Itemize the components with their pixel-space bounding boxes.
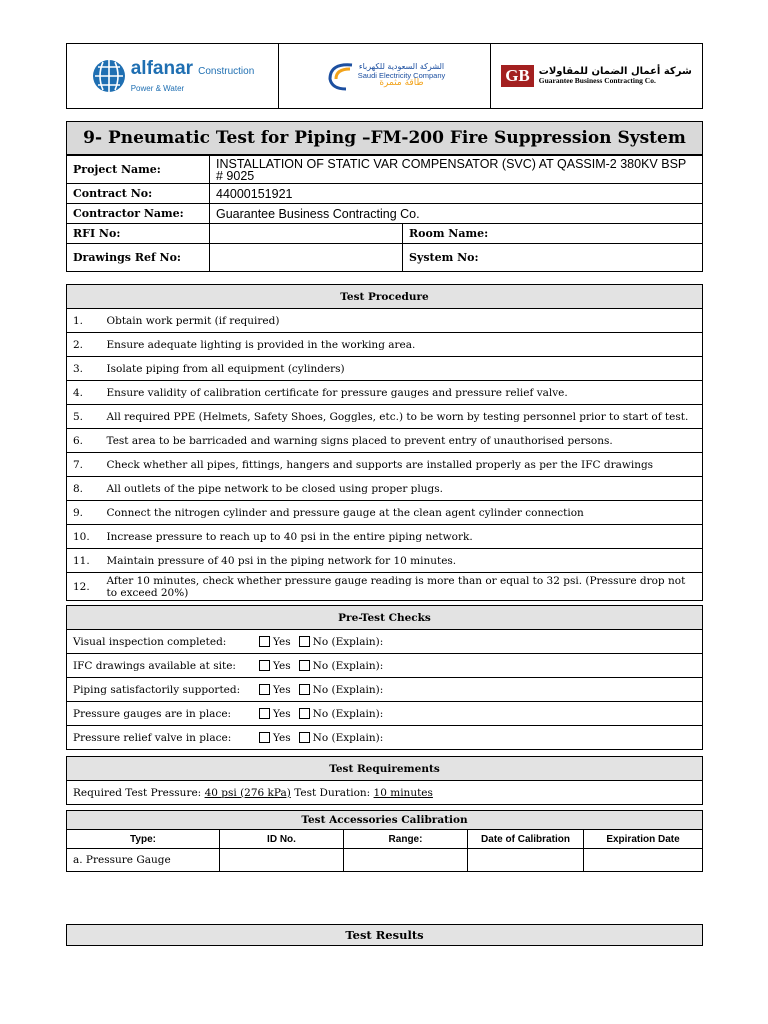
procedure-row	[67, 573, 703, 601]
alfanar-sub2: Power & Water	[130, 83, 185, 93]
procedure-row	[67, 549, 703, 573]
gbc-english: Guarantee Business Contracting Co.	[538, 76, 656, 86]
procedure-row	[67, 453, 703, 477]
procedure-row	[67, 381, 703, 405]
no-label: No (Explain):	[312, 659, 384, 672]
procedure-step-number: 8.	[67, 477, 101, 501]
test-requirements	[66, 756, 703, 805]
project-info	[66, 155, 703, 272]
procedure-row	[67, 429, 703, 453]
procedure-step-text: Ensure adequate lighting is provided in the working area.	[101, 333, 703, 357]
row-calibration-cell[interactable]	[468, 849, 584, 872]
procedure-step-number: 9.	[67, 501, 101, 525]
pre-test-checks	[66, 605, 703, 750]
procedure-step-text: After 10 minutes, check whether pressure gauge reading is more than or equal to 32 psi. (Pressure drop not to exceed 20%)	[101, 573, 703, 601]
sec-arabic: الشركة السعودية للكهرباء	[358, 62, 445, 72]
no-checkbox[interactable]	[299, 732, 310, 743]
yes-label: Yes	[273, 683, 291, 696]
yes-label: Yes	[273, 731, 291, 744]
row-expiration-cell[interactable]	[584, 849, 703, 872]
drawings-value[interactable]	[210, 244, 403, 272]
yes-checkbox[interactable]	[259, 732, 270, 743]
pretest-label: Piping satisfactorily supported:	[73, 683, 241, 696]
gbc-logo	[491, 44, 702, 108]
procedure-row	[67, 405, 703, 429]
test-results-heading: Test Results	[66, 924, 703, 946]
accessories-heading: Test Accessories Calibration	[67, 811, 703, 830]
col-id: ID No.	[220, 830, 344, 849]
procedure-step-number: 1.	[67, 309, 101, 333]
yes-label: Yes	[273, 635, 291, 648]
pretest-label: Pressure gauges are in place:	[73, 707, 232, 720]
col-calibration-date: Date of Calibration	[468, 830, 584, 849]
procedure-step-text: Obtain work permit (if required)	[101, 309, 703, 333]
project-label: Project Name:	[67, 156, 210, 184]
procedure-row	[67, 477, 703, 501]
pretest-row	[67, 726, 703, 750]
col-expiration-date: Expiration Date	[584, 830, 703, 849]
requirements-line	[67, 781, 703, 805]
procedure-row	[67, 501, 703, 525]
pressure-value: 40 psi (276 kPa)	[204, 786, 291, 799]
duration-label: Test Duration:	[290, 786, 374, 799]
sec-logo	[279, 44, 491, 108]
gbc-arabic: شركة أعمال الضمان للمقاولات	[538, 65, 692, 77]
no-label: No (Explain):	[312, 731, 384, 744]
contract-label: Contract No:	[67, 184, 210, 204]
alfanar-globe-icon	[91, 58, 127, 94]
room-label: Room Name:	[403, 224, 703, 244]
pretest-row	[67, 630, 703, 654]
procedure-row	[67, 525, 703, 549]
pressure-label: Required Test Pressure:	[73, 786, 205, 799]
yes-label: Yes	[273, 659, 291, 672]
drawings-label: Drawings Ref No:	[67, 244, 210, 272]
alfanar-name: alfanar	[130, 57, 194, 79]
procedure-step-number: 11.	[67, 549, 101, 573]
pretest-cell	[67, 702, 703, 726]
procedure-step-text: Test area to be barricaded and warning signs placed to prevent entry of unauthorised persons.	[101, 429, 703, 453]
sec-arabic2: طاقة مثمرة	[379, 78, 424, 89]
procedure-step-number: 12.	[67, 573, 101, 601]
requirements-heading: Test Requirements	[67, 757, 703, 781]
no-label: No (Explain):	[312, 683, 384, 696]
accessories-calibration	[66, 810, 703, 872]
duration-value: 10 minutes	[373, 786, 433, 799]
procedure-step-text: Connect the nitrogen cylinder and pressure gauge at the clean agent cylinder connection	[101, 501, 703, 525]
procedure-step-text: All required PPE (Helmets, Safety Shoes, Goggles, etc.) to be worn by testing personnel prior to start of test.	[101, 405, 703, 429]
contract-value: 44000151921	[210, 184, 703, 204]
procedure-row	[67, 357, 703, 381]
yes-checkbox[interactable]	[259, 708, 270, 719]
logo-header	[66, 43, 703, 109]
pretest-cell	[67, 654, 703, 678]
contractor-value: Guarantee Business Contracting Co.	[210, 204, 703, 224]
procedure-row	[67, 333, 703, 357]
sec-english: Saudi Electricity Company	[357, 70, 446, 80]
gbc-mark: GB	[501, 65, 534, 87]
pretest-row	[67, 702, 703, 726]
no-checkbox[interactable]	[299, 636, 310, 647]
col-type: Type:	[67, 830, 220, 849]
rfi-value[interactable]	[210, 224, 403, 244]
procedure-step-number: 4.	[67, 381, 101, 405]
alfanar-logo	[67, 44, 279, 108]
procedure-step-number: 3.	[67, 357, 101, 381]
pretest-label: IFC drawings available at site:	[73, 659, 236, 672]
procedure-step-text: Maintain pressure of 40 psi in the piping network for 10 minutes.	[101, 549, 703, 573]
pretest-heading: Pre-Test Checks	[67, 606, 703, 630]
pretest-cell	[67, 678, 703, 702]
procedure-step-text: Increase pressure to reach up to 40 psi in the entire piping network.	[101, 525, 703, 549]
procedure-step-text: Isolate piping from all equipment (cylinders)	[101, 357, 703, 381]
no-checkbox[interactable]	[299, 684, 310, 695]
pretest-label: Pressure relief valve in place:	[73, 731, 232, 744]
pretest-row	[67, 654, 703, 678]
procedure-step-number: 10.	[67, 525, 101, 549]
row-range-cell[interactable]	[344, 849, 468, 872]
procedure-step-number: 6.	[67, 429, 101, 453]
row-type-pressure-gauge: a. Pressure Gauge	[67, 849, 220, 872]
sec-swoosh-icon	[324, 59, 358, 93]
pretest-cell	[67, 630, 703, 654]
yes-label: Yes	[273, 707, 291, 720]
pretest-label: Visual inspection completed:	[73, 635, 227, 648]
pretest-row	[67, 678, 703, 702]
contractor-label: Contractor Name:	[67, 204, 210, 224]
yes-checkbox[interactable]	[259, 684, 270, 695]
no-label: No (Explain):	[312, 635, 384, 648]
page-title: 9- Pneumatic Test for Piping –FM-200 Fire Suppression System	[66, 121, 703, 155]
system-label: System No:	[403, 244, 703, 272]
pretest-cell	[67, 726, 703, 750]
no-checkbox[interactable]	[299, 708, 310, 719]
row-id-cell[interactable]	[220, 849, 344, 872]
procedure-row	[67, 309, 703, 333]
procedure-step-text: All outlets of the pipe network to be closed using proper plugs.	[101, 477, 703, 501]
procedure-heading: Test Procedure	[67, 285, 703, 309]
procedure-step-number: 7.	[67, 453, 101, 477]
procedure-step-text: Check whether all pipes, fittings, hangers and supports are installed properly as per the IFC drawings	[101, 453, 703, 477]
yes-checkbox[interactable]	[259, 660, 270, 671]
no-checkbox[interactable]	[299, 660, 310, 671]
rfi-label: RFI No:	[67, 224, 210, 244]
project-value: INSTALLATION OF STATIC VAR COMPENSATOR (SVC) AT QASSIM-2 380KV BSP # 9025	[210, 156, 703, 184]
procedure-step-number: 5.	[67, 405, 101, 429]
procedure-step-number: 2.	[67, 333, 101, 357]
col-range: Range:	[344, 830, 468, 849]
procedure-step-text: Ensure validity of calibration certificate for pressure gauges and pressure relief valve.	[101, 381, 703, 405]
yes-checkbox[interactable]	[259, 636, 270, 647]
alfanar-sub1: Construction	[198, 65, 255, 77]
no-label: No (Explain):	[312, 707, 384, 720]
test-procedure	[66, 284, 703, 601]
